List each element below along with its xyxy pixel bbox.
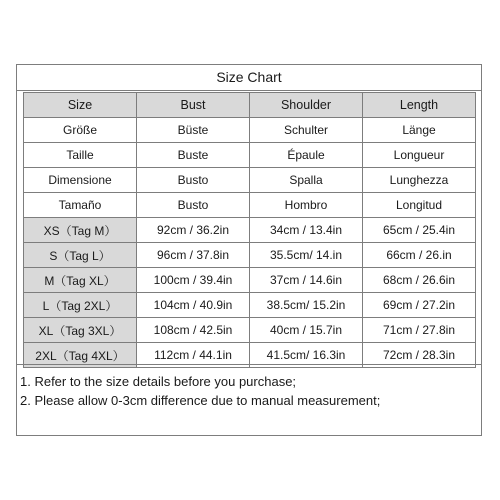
translations-cell-size: Dimensione: [24, 168, 137, 193]
sizes-cell-shoulder: 37cm / 14.6in: [250, 268, 363, 293]
translations-cell-bust: Büste: [137, 118, 250, 143]
sizes-row: [24, 293, 476, 318]
sizes-cell-length: 66cm / 26.in: [363, 243, 476, 268]
translations-cell-bust: Buste: [137, 143, 250, 168]
table-header-row: [24, 93, 476, 118]
translations-cell-length: Longueur: [363, 143, 476, 168]
sizes-cell-size: M（Tag XL）: [24, 268, 137, 293]
sizes-cell-bust: 100cm / 39.4in: [137, 268, 250, 293]
header-length: Length: [363, 93, 476, 118]
sizes-cell-shoulder: 35.5cm/ 14.in: [250, 243, 363, 268]
sizes-cell-size: XS（Tag M）: [24, 218, 137, 243]
sizes-cell-shoulder: 38.5cm/ 15.2in: [250, 293, 363, 318]
sizes-cell-bust: 108cm / 42.5in: [137, 318, 250, 343]
sizes-cell-shoulder: 41.5cm/ 16.3in: [250, 343, 363, 368]
chart-title: Size Chart: [17, 65, 481, 91]
sizes-cell-size: L（Tag 2XL）: [24, 293, 137, 318]
translations-cell-shoulder: Épaule: [250, 143, 363, 168]
sizes-cell-length: 68cm / 26.6in: [363, 268, 476, 293]
sizes-row: [24, 318, 476, 343]
translations-cell-size: Größe: [24, 118, 137, 143]
sizes-cell-shoulder: 34cm / 13.4in: [250, 218, 363, 243]
sizes-cell-bust: 92cm / 36.2in: [137, 218, 250, 243]
sizes-cell-bust: 112cm / 44.1in: [137, 343, 250, 368]
header-bust: Bust: [137, 93, 250, 118]
sizes-row: [24, 243, 476, 268]
sizes-cell-length: 65cm / 25.4in: [363, 218, 476, 243]
sizes-cell-size: S（Tag L）: [24, 243, 137, 268]
sizes-cell-bust: 104cm / 40.9in: [137, 293, 250, 318]
translations-row: [24, 118, 476, 143]
sizes-cell-bust: 96cm / 37.8in: [137, 243, 250, 268]
translations-cell-size: Taille: [24, 143, 137, 168]
translations-cell-length: Longitud: [363, 193, 476, 218]
note-line: 2. Please allow 0-3cm difference due to manual measurement;: [20, 393, 381, 408]
translations-cell-shoulder: Schulter: [250, 118, 363, 143]
sizes-cell-length: 69cm / 27.2in: [363, 293, 476, 318]
sizes-cell-length: 71cm / 27.8in: [363, 318, 476, 343]
size-table-body: [24, 93, 476, 368]
notes-section: [17, 364, 481, 435]
header-shoulder: Shoulder: [250, 93, 363, 118]
translations-cell-length: Länge: [363, 118, 476, 143]
sizes-cell-size: 2XL（Tag 4XL）: [24, 343, 137, 368]
size-chart-frame: [16, 64, 482, 436]
translations-cell-bust: Busto: [137, 168, 250, 193]
header-size: Size: [24, 93, 137, 118]
translations-cell-length: Lunghezza: [363, 168, 476, 193]
translations-row: [24, 168, 476, 193]
translations-cell-shoulder: Hombro: [250, 193, 363, 218]
sizes-cell-shoulder: 40cm / 15.7in: [250, 318, 363, 343]
translations-row: [24, 193, 476, 218]
sizes-cell-length: 72cm / 28.3in: [363, 343, 476, 368]
translations-row: [24, 143, 476, 168]
sizes-cell-size: XL（Tag 3XL）: [24, 318, 137, 343]
translations-cell-bust: Busto: [137, 193, 250, 218]
size-table: [23, 92, 476, 368]
sizes-row: [24, 268, 476, 293]
note-line: 1. Refer to the size details before you purchase;: [20, 374, 297, 389]
sizes-row: [24, 218, 476, 243]
translations-cell-size: Tamaño: [24, 193, 137, 218]
translations-cell-shoulder: Spalla: [250, 168, 363, 193]
